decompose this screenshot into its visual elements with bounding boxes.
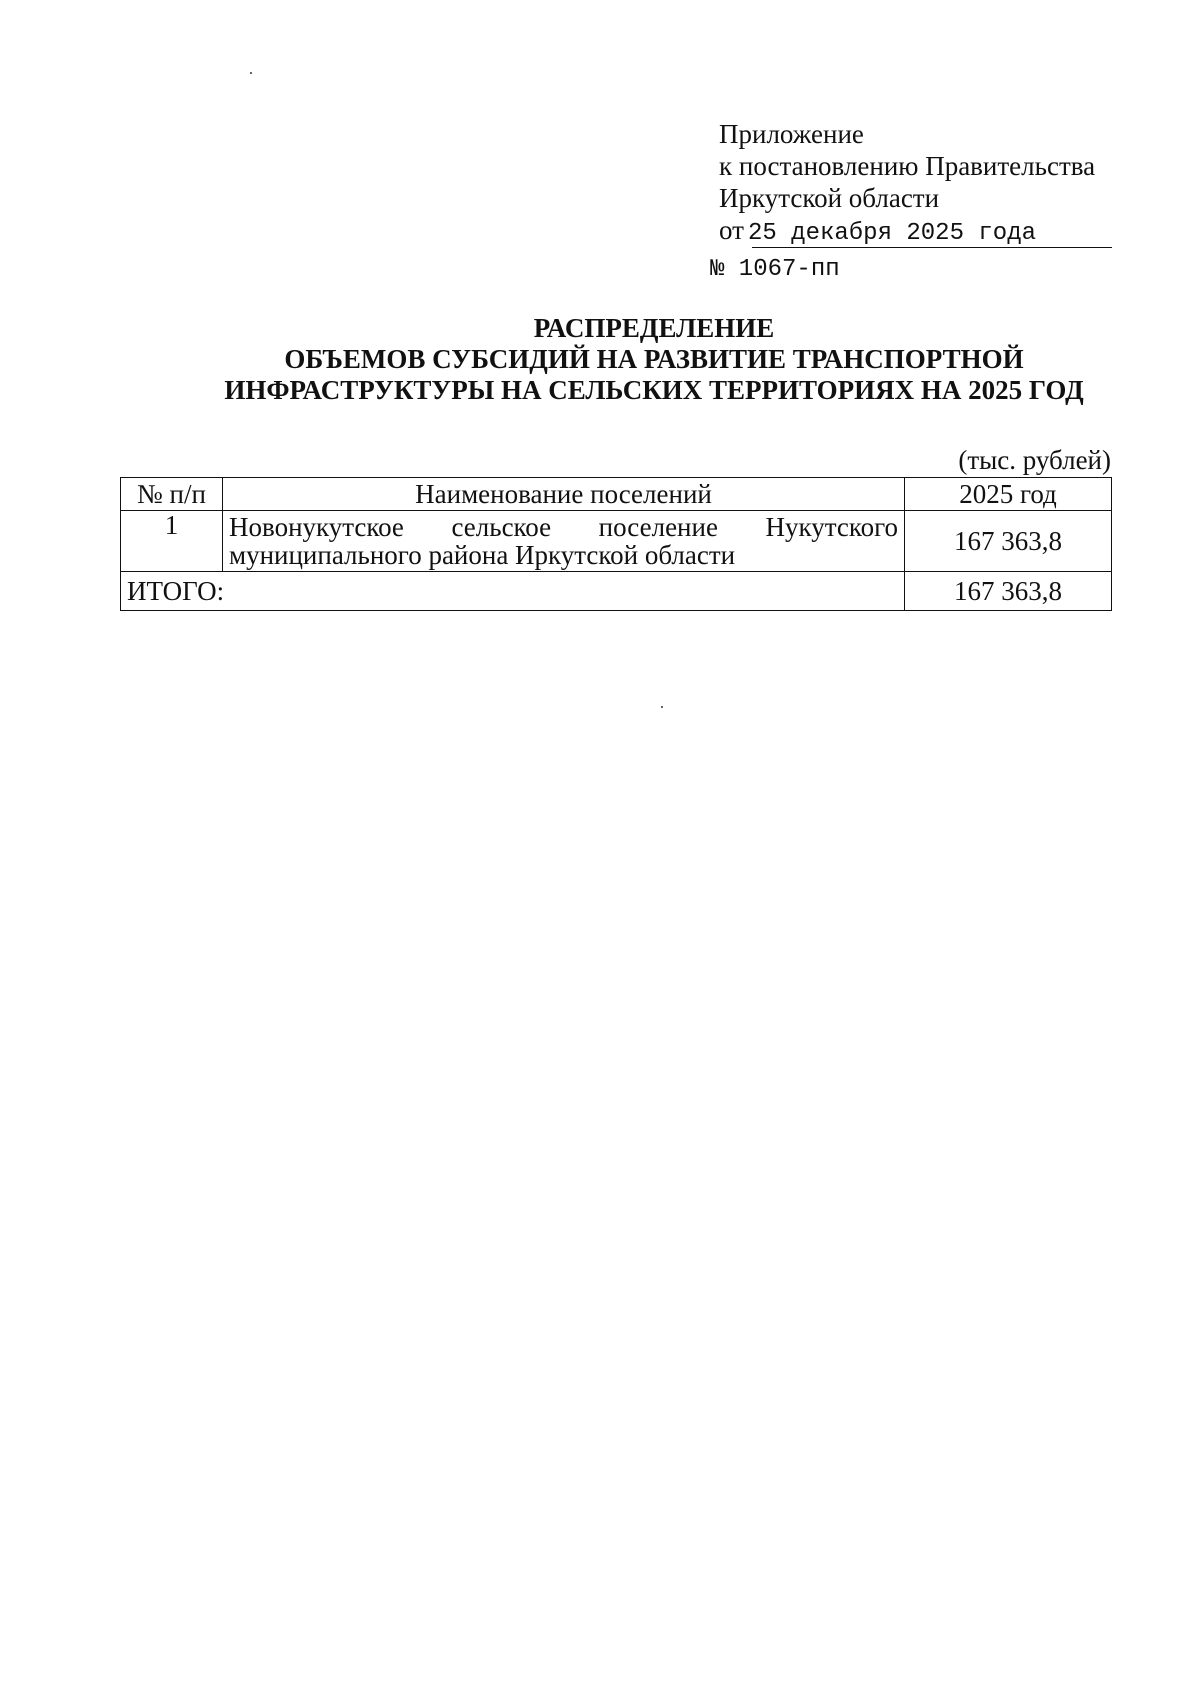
appendix-region: Иркутской области [719,183,940,213]
units-label: (тыс. рублей) [958,445,1111,475]
appendix-date-line [719,214,1095,250]
title-line-3: ИНФРАСТРУКТУРЫ НА СЕЛЬСКИХ ТЕРРИТОРИЯХ НА 2025 ГОД [224,375,1084,405]
row-value: 167 363,8 [905,511,1112,572]
row-name: Новонукутское сельское поселение Нукутского муниципального района Иркутской области [223,511,905,572]
document-number: № 1067-пп [710,256,840,283]
header-year: 2025 год [905,478,1112,511]
date-underline [752,247,1112,248]
total-value: 167 363,8 [905,572,1112,611]
date-value: 25 декабря 2025 года [747,220,1036,247]
row-num: 1 [121,511,223,572]
table-header-row [121,478,1112,511]
scan-speck [250,72,252,74]
appendix-title: Приложение [719,119,864,149]
appendix-block [719,118,1095,250]
header-name: Наименование поселений [223,478,905,511]
title-line-2: ОБЪЕМОВ СУБСИДИЙ НА РАЗВИТИЕ ТРАНСПОРТНОЙ [284,344,1024,374]
subsidy-table [120,477,1112,611]
title-line-1: РАСПРЕДЕЛЕНИЕ [533,313,775,343]
date-prefix: от [719,215,744,245]
table-row [121,511,1112,572]
table-total-row [121,572,1112,611]
appendix-resolution: к постановлению Правительства [719,151,1096,181]
total-label: ИТОГО: [121,572,905,611]
header-num: № п/п [121,478,223,511]
scan-speck [661,706,663,708]
document-title [0,313,1200,406]
